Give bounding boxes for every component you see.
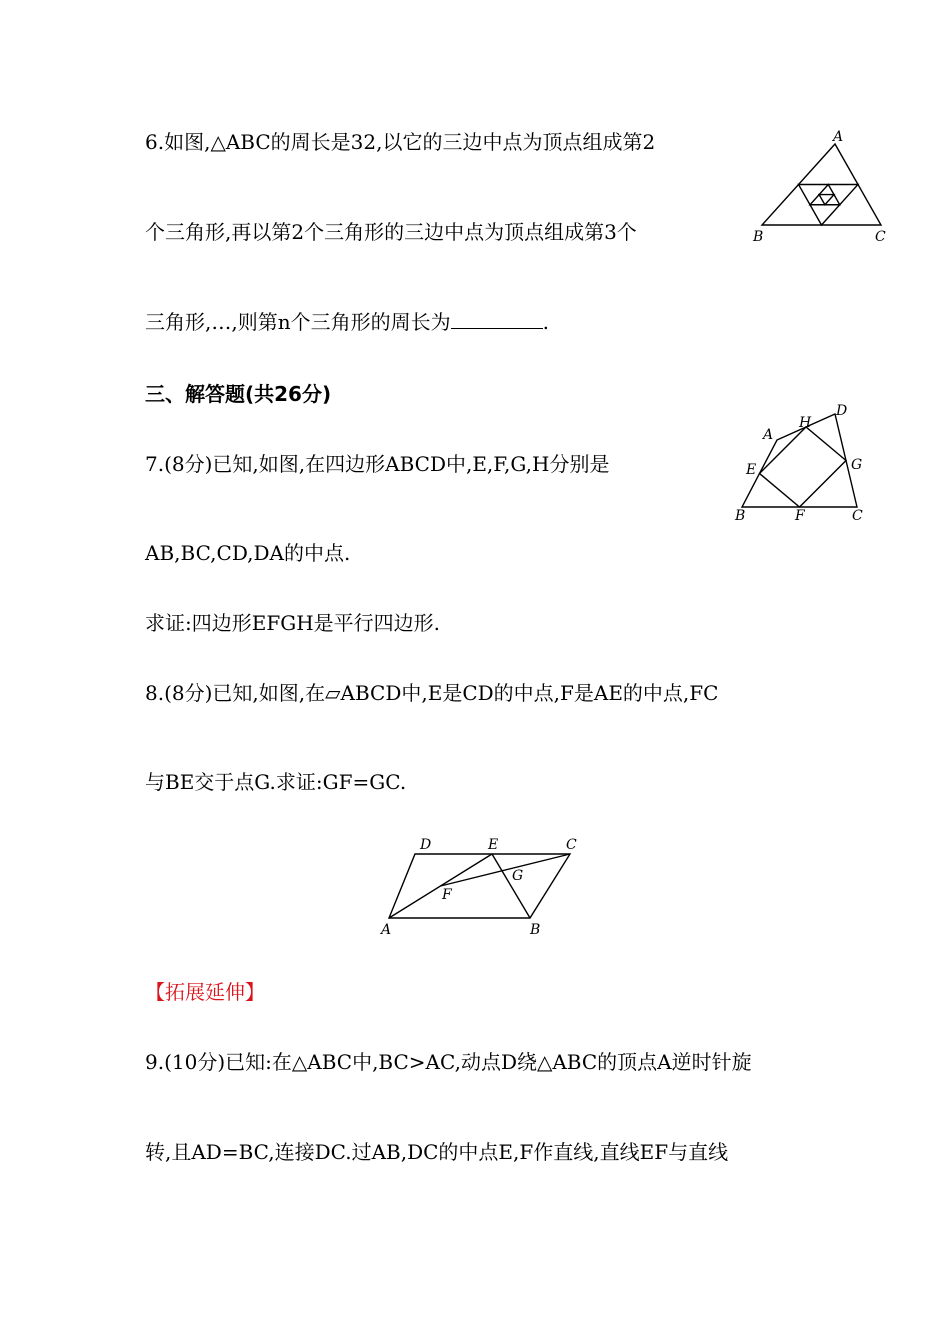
q8-line-2: 与BE交于点G.求证:GF=GC. bbox=[145, 770, 407, 794]
segment-fc bbox=[441, 854, 571, 886]
q7-quadrilateral-figure bbox=[730, 400, 870, 528]
parallelogram-abcd bbox=[389, 854, 570, 918]
label-e: E bbox=[488, 837, 499, 853]
label-h: H bbox=[799, 415, 812, 431]
label-a: A bbox=[833, 129, 844, 145]
label-d: D bbox=[420, 837, 432, 853]
label-g: G bbox=[512, 868, 524, 884]
label-a: A bbox=[763, 427, 774, 443]
q6-line-3-text: 三角形,…,则第n个三角形的周长为 bbox=[145, 310, 451, 334]
q6-line-3 bbox=[145, 309, 549, 335]
q8-line-1: 8.(8分)已知,如图,在▱ABCD中,E是CD的中点,F是AE的中点,FC bbox=[145, 681, 719, 705]
q6-line-1: 6.如图,△ABC的周长是32,以它的三边中点为顶点组成第2 bbox=[145, 130, 656, 154]
q6-triangle-figure bbox=[750, 128, 895, 248]
q6-line-3-end: . bbox=[542, 310, 549, 334]
q8-parallelogram-figure bbox=[375, 830, 595, 942]
extension-title: 【拓展延伸】 bbox=[145, 980, 265, 1004]
q7-line-2: AB,BC,CD,DA的中点. bbox=[145, 541, 351, 565]
label-b: B bbox=[753, 229, 764, 245]
q6-line-2: 个三角形,再以第2个三角形的三边中点为顶点组成第3个 bbox=[145, 220, 637, 244]
label-a: A bbox=[381, 922, 392, 938]
q9-line-2: 转,且AD=BC,连接DC.过AB,DC的中点E,F作直线,直线EF与直线 bbox=[145, 1140, 729, 1164]
triangle-4 bbox=[819, 195, 834, 205]
segment-be bbox=[492, 854, 530, 918]
label-c: C bbox=[852, 508, 863, 524]
q9-line-1: 9.(10分)已知:在△ABC中,BC>AC,动点D绕△ABC的顶点A逆时针旋 bbox=[145, 1050, 752, 1074]
label-g: G bbox=[851, 457, 863, 473]
label-f: F bbox=[442, 887, 452, 903]
label-c: C bbox=[566, 837, 577, 853]
label-e: E bbox=[746, 462, 757, 478]
label-b: B bbox=[735, 508, 746, 524]
answer-blank[interactable] bbox=[451, 310, 543, 329]
label-f: F bbox=[795, 508, 805, 524]
label-c: C bbox=[875, 229, 886, 245]
section-3-title: 三、解答题(共26分) bbox=[145, 382, 332, 406]
q7-line-1: 7.(8分)已知,如图,在四边形ABCD中,E,F,G,H分别是 bbox=[145, 452, 610, 476]
label-d: D bbox=[836, 403, 848, 419]
q7-line-3: 求证:四边形EFGH是平行四边形. bbox=[145, 611, 440, 635]
label-b: B bbox=[530, 922, 541, 938]
